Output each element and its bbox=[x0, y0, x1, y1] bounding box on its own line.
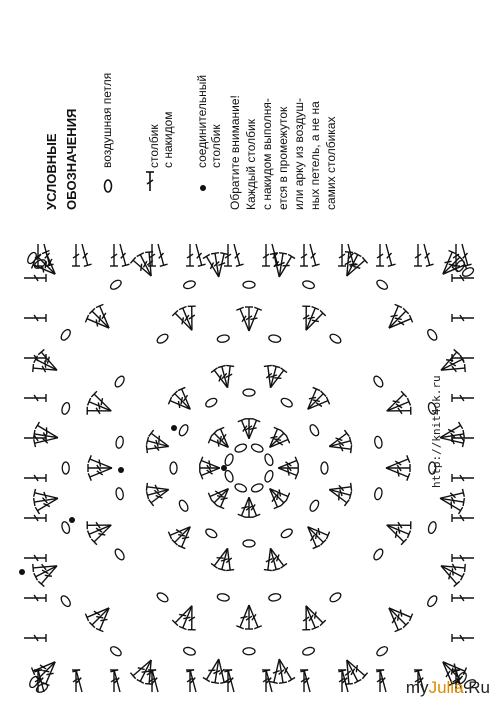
double-crochet-symbol bbox=[24, 474, 46, 482]
note-line-5: или арку из воздуш- bbox=[292, 98, 306, 210]
double-crochet-symbol bbox=[387, 391, 407, 411]
legend-slst-label-2: столбик bbox=[209, 124, 223, 168]
chain-oval-symbol bbox=[115, 487, 124, 500]
double-crochet-symbol bbox=[24, 274, 46, 282]
source-url: http://knit4ok.ru bbox=[430, 375, 443, 488]
note-line-1: Обратите внимание! bbox=[228, 95, 242, 210]
double-crochet-symbol bbox=[338, 244, 346, 266]
chain-oval-symbol bbox=[243, 389, 255, 396]
chain-oval-symbol bbox=[302, 280, 316, 290]
double-crochet-symbol bbox=[386, 244, 396, 266]
chain-oval-symbol bbox=[243, 540, 255, 547]
double-crochet-symbol bbox=[452, 474, 474, 482]
chain-oval-symbol bbox=[243, 281, 255, 288]
double-crochet-symbol bbox=[270, 659, 280, 683]
chain-oval-symbol bbox=[375, 645, 389, 658]
double-crochet-symbol bbox=[441, 566, 460, 587]
watermark-post: .Ru bbox=[463, 678, 490, 697]
double-crochet-symbol bbox=[24, 314, 46, 322]
legend-chain-label: воздушная петля bbox=[100, 72, 114, 168]
double-crochet-symbol bbox=[270, 430, 287, 447]
double-crochet-symbol bbox=[88, 455, 112, 468]
note-line-7: самих столбиках bbox=[324, 116, 338, 210]
double-crochet-symbol bbox=[300, 244, 308, 266]
chain-oval-symbol bbox=[308, 499, 320, 513]
double-crochet-symbol bbox=[211, 659, 220, 683]
chain-oval-symbol bbox=[302, 646, 316, 656]
chain-oval-symbol bbox=[426, 594, 439, 608]
watermark bbox=[406, 678, 490, 698]
legend-title-line1: УСЛОВНЫЕ bbox=[44, 133, 59, 210]
double-crochet-symbol bbox=[389, 608, 409, 628]
chain-oval-symbol bbox=[250, 443, 264, 454]
double-crochet-symbol bbox=[236, 605, 249, 629]
double-crochet-symbol bbox=[306, 310, 326, 330]
double-crochet-symbol bbox=[376, 244, 384, 266]
double-crochet-symbol bbox=[234, 244, 244, 266]
double-crochet-symbol bbox=[211, 430, 228, 447]
double-crochet-symbol bbox=[110, 244, 118, 266]
chain-oval-symbol bbox=[204, 397, 218, 409]
chain-oval-symbol bbox=[109, 645, 123, 658]
double-crochet-symbol bbox=[452, 594, 474, 602]
chain-oval-symbol bbox=[280, 397, 294, 409]
double-crochet-symbol bbox=[238, 497, 249, 517]
chain-oval-symbol bbox=[61, 521, 71, 535]
legend-slst-label-1: соединительный bbox=[195, 74, 209, 168]
double-crochet-symbol bbox=[347, 660, 368, 679]
double-crochet-symbol bbox=[272, 244, 282, 266]
slip-stitch-dot bbox=[221, 465, 227, 471]
chain-oval-symbol bbox=[224, 453, 235, 467]
chain-oval-symbol bbox=[217, 334, 230, 343]
chain-oval-symbol bbox=[374, 436, 383, 449]
chain-oval-symbol bbox=[250, 482, 264, 493]
double-crochet-symbol bbox=[89, 608, 109, 628]
legend-title-line2: ОБОЗНАЧЕНИЯ bbox=[64, 108, 79, 210]
note-line-6: ных петель, а не на bbox=[308, 101, 322, 210]
double-crochet-symbol bbox=[91, 391, 111, 411]
slip-stitch-dot bbox=[118, 467, 124, 473]
double-crochet-symbol bbox=[424, 244, 434, 266]
chain-oval-symbol bbox=[156, 332, 170, 344]
double-crochet-symbol bbox=[82, 244, 92, 266]
double-crochet-symbol bbox=[386, 468, 410, 481]
chain-oval-symbol bbox=[178, 499, 190, 513]
chain-oval-symbol bbox=[109, 278, 123, 291]
double-crochet-symbol bbox=[211, 489, 228, 506]
chain-oval-symbol bbox=[329, 332, 343, 344]
double-crochet-symbol bbox=[172, 527, 190, 545]
chain-oval-symbol bbox=[178, 423, 190, 437]
double-crochet-symbol bbox=[310, 244, 320, 266]
double-crochet-symbol bbox=[200, 457, 220, 468]
slip-stitch-dot bbox=[69, 517, 75, 523]
chain-oval-symbol bbox=[234, 443, 248, 454]
double-crochet-symbol bbox=[24, 394, 46, 402]
chain-oval-symbol bbox=[113, 548, 125, 562]
double-crochet-symbol bbox=[452, 354, 474, 362]
slip-stitch-dot bbox=[171, 425, 177, 431]
double-crochet-symbol bbox=[452, 514, 474, 522]
double-crochet-symbol bbox=[348, 244, 358, 266]
double-crochet-symbol bbox=[278, 468, 298, 479]
chain-oval-symbol bbox=[113, 375, 125, 389]
double-crochet-symbol bbox=[389, 308, 409, 328]
chain-oval-symbol bbox=[426, 328, 439, 342]
double-crochet-symbol bbox=[24, 514, 46, 522]
chain-oval-symbol bbox=[61, 402, 71, 416]
double-crochet-symbol bbox=[186, 244, 194, 266]
double-crochet-symbol bbox=[452, 314, 474, 322]
chain-oval-symbol bbox=[59, 328, 72, 342]
chain-oval-symbol bbox=[329, 591, 343, 603]
chain-oval-symbol bbox=[224, 469, 235, 483]
double-crochet-symbol bbox=[262, 244, 270, 266]
chain-oval-symbol bbox=[62, 462, 69, 474]
double-crochet-symbol bbox=[89, 308, 109, 328]
chain-oval-symbol bbox=[183, 280, 197, 290]
double-crochet-symbol bbox=[91, 525, 111, 545]
double-crochet-symbol bbox=[72, 244, 80, 266]
double-crochet-symbol bbox=[158, 244, 168, 266]
chain-oval-symbol bbox=[263, 469, 274, 483]
double-crochet-symbol bbox=[387, 525, 407, 545]
chain-oval-symbol bbox=[427, 521, 437, 535]
note-line-3: с накидом выполня- bbox=[260, 98, 274, 210]
double-crochet-symbol bbox=[24, 594, 46, 602]
double-crochet-symbol bbox=[249, 307, 262, 331]
double-crochet-symbol bbox=[414, 244, 422, 266]
double-crochet-symbol bbox=[196, 244, 206, 266]
chain-oval-symbol bbox=[204, 527, 218, 539]
chain-oval-symbol bbox=[170, 462, 177, 474]
double-crochet-symbol bbox=[172, 391, 190, 409]
chain-oval-symbol bbox=[308, 423, 320, 437]
chain-oval-symbol bbox=[280, 527, 294, 539]
chain-oval-symbol bbox=[375, 278, 389, 291]
double-crochet-symbol bbox=[308, 391, 326, 409]
legend-dc-label-1: столбик bbox=[147, 124, 161, 168]
chain-oval-symbol bbox=[183, 646, 197, 656]
chain-oval-symbol bbox=[374, 487, 383, 500]
note-line-4: ется в промежуток bbox=[276, 106, 290, 210]
legend-dc-label-2: с накидом bbox=[161, 111, 175, 168]
double-crochet-symbol bbox=[270, 489, 287, 506]
double-crochet-symbol bbox=[306, 606, 326, 626]
chain-oval-symbol bbox=[156, 591, 170, 603]
double-crochet-symbol bbox=[24, 634, 46, 642]
chain-oval-symbol bbox=[243, 648, 255, 655]
chain-oval-symbol bbox=[321, 462, 328, 474]
watermark-pre: my bbox=[405, 678, 429, 697]
chain-oval-symbol bbox=[115, 436, 124, 449]
double-crochet-symbol bbox=[34, 489, 58, 499]
double-crochet-symbol bbox=[38, 349, 57, 370]
chain-oval-symbol bbox=[263, 453, 274, 467]
chain-oval-symbol bbox=[372, 375, 384, 389]
double-crochet-symbol bbox=[249, 419, 260, 439]
chain-oval-symbol bbox=[217, 593, 230, 602]
double-crochet-symbol bbox=[308, 527, 326, 545]
double-crochet-symbol bbox=[452, 394, 474, 402]
chain-oval-symbol bbox=[59, 594, 72, 608]
chain-oval-symbol bbox=[372, 548, 384, 562]
chain-oval-symbol bbox=[268, 334, 281, 343]
double-crochet-symbol bbox=[38, 566, 57, 587]
double-crochet-symbol bbox=[452, 554, 474, 562]
double-crochet-symbol bbox=[441, 349, 460, 370]
double-crochet-symbol bbox=[24, 554, 46, 562]
double-crochet-symbol bbox=[440, 497, 464, 506]
chain-oval-symbol bbox=[234, 482, 248, 493]
double-crochet-symbol bbox=[172, 310, 192, 330]
double-crochet-symbol bbox=[172, 606, 192, 626]
note-line-2: Каждый столбик bbox=[244, 119, 258, 210]
watermark-accent: Julia bbox=[428, 678, 464, 697]
double-crochet-symbol bbox=[224, 244, 232, 266]
chain-oval-symbol bbox=[268, 593, 281, 602]
slip-stitch-dot bbox=[19, 569, 25, 575]
double-crochet-symbol bbox=[452, 634, 474, 642]
double-crochet-symbol bbox=[120, 244, 130, 266]
